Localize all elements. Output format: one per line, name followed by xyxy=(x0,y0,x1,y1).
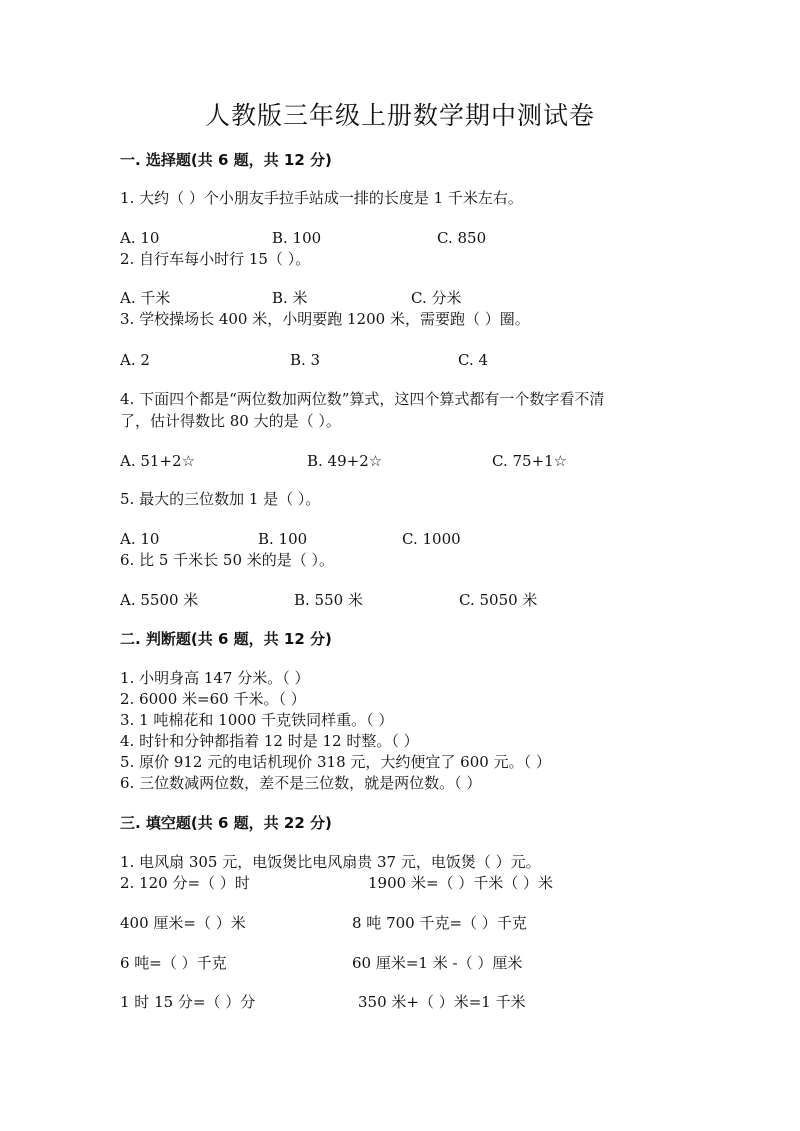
fill-item: 6 吨=（ ）千克 xyxy=(120,954,227,972)
option-a: A. 10 xyxy=(120,229,160,247)
option-a: A. 5500 米 xyxy=(120,591,199,609)
judgement-item: 5. 原价 912 元的电话机现价 318 元，大约便宜了 600 元。（ ） xyxy=(120,753,551,771)
fill-item: 8 吨 700 千克=（ ）千克 xyxy=(352,914,527,932)
option-a: A. 千米 xyxy=(120,289,171,307)
option-c: C. 1000 xyxy=(402,530,461,548)
question-stem: 2. 自行车每小时行 15（ ）。 xyxy=(120,250,311,268)
judgement-item: 6. 三位数减两位数，差不是三位数，就是两位数。（ ） xyxy=(120,774,482,792)
judgement-item: 3. 1 吨棉花和 1000 千克铁同样重。（ ） xyxy=(120,711,394,729)
option-c: C. 850 xyxy=(437,229,487,247)
section-heading-choice: 一. 选择题(共 6 题，共 12 分) xyxy=(120,151,332,169)
option-b: B. 3 xyxy=(290,351,321,369)
option-c: C. 75+1☆ xyxy=(492,452,568,470)
question-stem: 6. 比 5 千米长 50 米的是（ ）。 xyxy=(120,551,335,569)
option-b: B. 100 xyxy=(272,229,322,247)
section-heading-judgement: 二. 判断题(共 6 题，共 12 分) xyxy=(120,630,332,648)
fill-item: 60 厘米=1 米 -（ ）厘米 xyxy=(352,954,523,972)
fill-item: 400 厘米=（ ）米 xyxy=(120,914,246,932)
question-stem-line2: 了，估计得数比 80 大的是（ ）。 xyxy=(120,412,341,430)
option-a: A. 10 xyxy=(120,530,160,548)
fill-item: 1900 米=（ ）千米（ ）米 xyxy=(368,874,554,892)
question-stem: 1. 大约（ ）个小朋友手拉手站成一排的长度是 1 千米左右。 xyxy=(120,189,523,207)
section-heading-fill-blank: 三. 填空题(共 6 题，共 22 分) xyxy=(120,814,332,832)
fill-item: 1 时 15 分=（ ）分 xyxy=(120,993,256,1011)
fill-item: 2. 120 分=（ ）时 xyxy=(120,874,250,892)
judgement-item: 4. 时针和分钟都指着 12 时是 12 时整。（ ） xyxy=(120,732,419,750)
option-b: B. 550 米 xyxy=(294,591,363,609)
option-c: C. 4 xyxy=(458,351,489,369)
option-c: C. 5050 米 xyxy=(459,591,538,609)
fill-question: 1. 电风扇 305 元，电饭煲比电风扇贵 37 元，电饭煲（ ）元。 xyxy=(120,853,541,871)
option-a: A. 51+2☆ xyxy=(120,452,196,470)
option-b: B. 49+2☆ xyxy=(307,452,383,470)
question-stem: 3. 学校操场长 400 米，小明要跑 1200 米，需要跑（ ）圈。 xyxy=(120,310,530,328)
question-stem-line1: 4. 下面四个都是“两位数加两位数”算式，这四个算式都有一个数字看不清 xyxy=(120,390,605,408)
judgement-item: 2. 6000 米=60 千米。（ ） xyxy=(120,690,306,708)
option-c: C. 分米 xyxy=(411,289,462,307)
page-title: 人教版三年级上册数学期中测试卷 xyxy=(204,101,595,130)
question-stem: 5. 最大的三位数加 1 是（ ）。 xyxy=(120,490,321,508)
judgement-item: 1. 小明身高 147 分米。（ ） xyxy=(120,669,310,687)
option-b: B. 米 xyxy=(272,289,308,307)
option-a: A. 2 xyxy=(120,351,150,369)
option-b: B. 100 xyxy=(258,530,308,548)
fill-item: 350 米+（ ）米=1 千米 xyxy=(358,993,526,1011)
